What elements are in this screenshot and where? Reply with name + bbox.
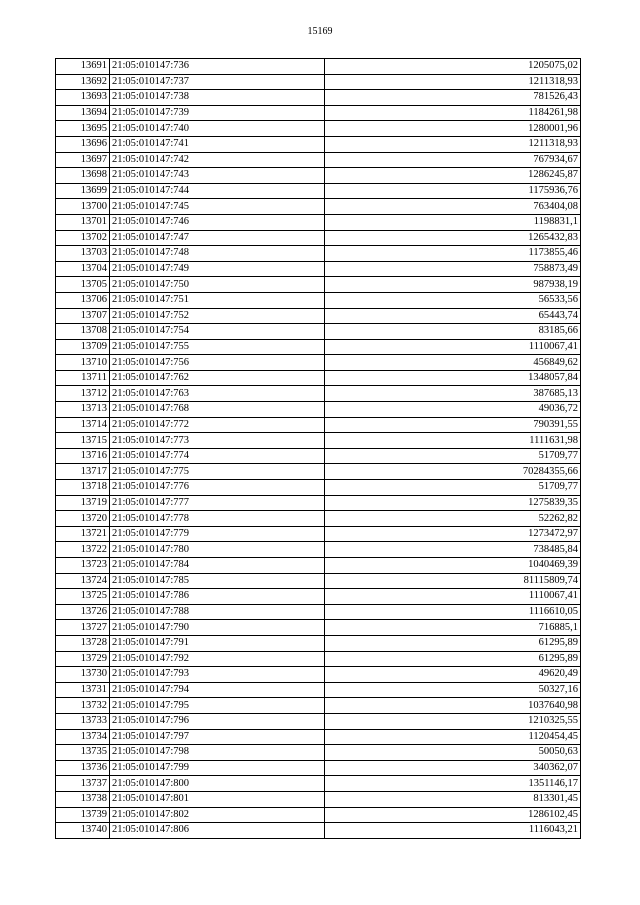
- table-row: [56, 386, 581, 402]
- table-row: [56, 791, 581, 807]
- table-row: [56, 308, 581, 324]
- cadastral-number: 21:05:010147:793: [110, 667, 325, 683]
- cadastral-number: 21:05:010147:794: [110, 682, 325, 698]
- cadastral-value: 51709,77: [325, 448, 581, 464]
- cadastral-number: 21:05:010147:747: [110, 230, 325, 246]
- row-number: 13722: [56, 542, 110, 558]
- table-row: [56, 105, 581, 121]
- table-row: [56, 292, 581, 308]
- cadastral-number: 21:05:010147:762: [110, 370, 325, 386]
- table-row: [56, 59, 581, 75]
- table-row: [56, 90, 581, 106]
- cadastral-value: 81115809,74: [325, 573, 581, 589]
- row-number: 13705: [56, 277, 110, 293]
- table-row: [56, 370, 581, 386]
- row-number: 13692: [56, 74, 110, 90]
- row-number: 13716: [56, 448, 110, 464]
- row-number: 13714: [56, 417, 110, 433]
- table-row: [56, 667, 581, 683]
- table-row: [56, 230, 581, 246]
- table-row: [56, 464, 581, 480]
- table-row: [56, 495, 581, 511]
- table-row: [56, 823, 581, 839]
- row-number: 13731: [56, 682, 110, 698]
- cadastral-value: 987938,19: [325, 277, 581, 293]
- table-row: [56, 573, 581, 589]
- cadastral-number: 21:05:010147:738: [110, 90, 325, 106]
- cadastral-number: 21:05:010147:755: [110, 339, 325, 355]
- row-number: 13720: [56, 511, 110, 527]
- row-number: 13717: [56, 464, 110, 480]
- cadastral-number: 21:05:010147:778: [110, 511, 325, 527]
- cadastral-value: 1286102,45: [325, 807, 581, 823]
- table-row: [56, 635, 581, 651]
- cadastral-number: 21:05:010147:736: [110, 59, 325, 75]
- table-row: [56, 760, 581, 776]
- row-number: 13715: [56, 433, 110, 449]
- table-row: [56, 542, 581, 558]
- table-row: [56, 74, 581, 90]
- row-number: 13698: [56, 168, 110, 184]
- table-row: [56, 558, 581, 574]
- cadastral-number: 21:05:010147:797: [110, 729, 325, 745]
- row-number: 13735: [56, 745, 110, 761]
- row-number: 13712: [56, 386, 110, 402]
- cadastral-value: 1116610,05: [325, 604, 581, 620]
- table-row: [56, 183, 581, 199]
- table-row: [56, 620, 581, 636]
- cadastral-number: 21:05:010147:791: [110, 635, 325, 651]
- row-number: 13723: [56, 558, 110, 574]
- cadastral-value: 1120454,45: [325, 729, 581, 745]
- table-row: [56, 682, 581, 698]
- table-row: [56, 355, 581, 371]
- cadastral-value: 716885,1: [325, 620, 581, 636]
- table-row: [56, 729, 581, 745]
- cadastral-value: 1280001,96: [325, 121, 581, 137]
- table-row: [56, 807, 581, 823]
- cadastral-number: 21:05:010147:749: [110, 261, 325, 277]
- row-number: 13730: [56, 667, 110, 683]
- row-number: 13721: [56, 526, 110, 542]
- row-number: 13736: [56, 760, 110, 776]
- table-row: [56, 168, 581, 184]
- cadastral-value: 1265432,83: [325, 230, 581, 246]
- cadastral-number: 21:05:010147:748: [110, 246, 325, 262]
- cadastral-value: 1351146,17: [325, 776, 581, 792]
- cadastral-value: 387685,13: [325, 386, 581, 402]
- row-number: 13724: [56, 573, 110, 589]
- row-number: 13691: [56, 59, 110, 75]
- cadastral-value: 1205075,02: [325, 59, 581, 75]
- table-row: [56, 402, 581, 418]
- row-number: 13695: [56, 121, 110, 137]
- cadastral-value: 1116043,21: [325, 823, 581, 839]
- row-number: 13711: [56, 370, 110, 386]
- cadastral-value: 1110067,41: [325, 339, 581, 355]
- row-number: 13700: [56, 199, 110, 215]
- cadastral-number: 21:05:010147:784: [110, 558, 325, 574]
- table-row: [56, 324, 581, 340]
- row-number: 13726: [56, 604, 110, 620]
- cadastral-number: 21:05:010147:772: [110, 417, 325, 433]
- cadastral-value: 56533,56: [325, 292, 581, 308]
- cadastral-value: 1184261,98: [325, 105, 581, 121]
- cadastral-value: 1173855,46: [325, 246, 581, 262]
- row-number: 13709: [56, 339, 110, 355]
- row-number: 13707: [56, 308, 110, 324]
- cadastral-value: 70284355,66: [325, 464, 581, 480]
- table-row: [56, 713, 581, 729]
- cadastral-value: 1273472,97: [325, 526, 581, 542]
- cadastral-number: 21:05:010147:801: [110, 791, 325, 807]
- cadastral-value: 61295,89: [325, 635, 581, 651]
- cadastral-value: 738485,84: [325, 542, 581, 558]
- page-number: 15169: [307, 26, 333, 37]
- table-row: [56, 745, 581, 761]
- cadastral-value: 456849,62: [325, 355, 581, 371]
- table-row: [56, 776, 581, 792]
- cadastral-number: 21:05:010147:774: [110, 448, 325, 464]
- cadastral-number: 21:05:010147:754: [110, 324, 325, 340]
- cadastral-value: 61295,89: [325, 651, 581, 667]
- row-number: 13708: [56, 324, 110, 340]
- cadastral-number: 21:05:010147:798: [110, 745, 325, 761]
- cadastral-number: 21:05:010147:739: [110, 105, 325, 121]
- cadastral-number: 21:05:010147:790: [110, 620, 325, 636]
- cadastral-number: 21:05:010147:773: [110, 433, 325, 449]
- cadastral-number: 21:05:010147:756: [110, 355, 325, 371]
- cadastral-value: 1275839,35: [325, 495, 581, 511]
- table-row: [56, 417, 581, 433]
- cadastral-value: 51709,77: [325, 480, 581, 496]
- cadastral-number: 21:05:010147:752: [110, 308, 325, 324]
- table-row: [56, 604, 581, 620]
- cadastral-number: 21:05:010147:746: [110, 214, 325, 230]
- cadastral-number: 21:05:010147:792: [110, 651, 325, 667]
- row-number: 13697: [56, 152, 110, 168]
- row-number: 13704: [56, 261, 110, 277]
- row-number: 13732: [56, 698, 110, 714]
- cadastral-number: 21:05:010147:768: [110, 402, 325, 418]
- cadastral-value: 50050,63: [325, 745, 581, 761]
- cadastral-value: 52262,82: [325, 511, 581, 527]
- cadastral-value: 1211318,93: [325, 136, 581, 152]
- cadastral-value: 1211318,93: [325, 74, 581, 90]
- cadastral-number: 21:05:010147:776: [110, 480, 325, 496]
- cadastral-value: 49036,72: [325, 402, 581, 418]
- cadastral-value: 1037640,98: [325, 698, 581, 714]
- row-number: 13739: [56, 807, 110, 823]
- table-row: [56, 339, 581, 355]
- table-row: [56, 261, 581, 277]
- row-number: 13740: [56, 823, 110, 839]
- row-number: 13696: [56, 136, 110, 152]
- cadastral-value: 1040469,39: [325, 558, 581, 574]
- table-row: [56, 448, 581, 464]
- cadastral-value: 781526,43: [325, 90, 581, 106]
- row-number: 13718: [56, 480, 110, 496]
- table-row: [56, 277, 581, 293]
- cadastral-number: 21:05:010147:779: [110, 526, 325, 542]
- row-number: 13693: [56, 90, 110, 106]
- cadastral-value: 1110067,41: [325, 589, 581, 605]
- cadastral-number: 21:05:010147:800: [110, 776, 325, 792]
- cadastral-value: 1198831,1: [325, 214, 581, 230]
- cadastral-value: 65443,74: [325, 308, 581, 324]
- row-number: 13694: [56, 105, 110, 121]
- row-number: 13737: [56, 776, 110, 792]
- cadastral-value: 813301,45: [325, 791, 581, 807]
- table-row: [56, 433, 581, 449]
- table-row: [56, 651, 581, 667]
- table-row: [56, 246, 581, 262]
- cadastral-value: 1111631,98: [325, 433, 581, 449]
- cadastral-number: 21:05:010147:743: [110, 168, 325, 184]
- row-number: 13738: [56, 791, 110, 807]
- cadastral-number: 21:05:010147:796: [110, 713, 325, 729]
- cadastral-number: 21:05:010147:799: [110, 760, 325, 776]
- cadastral-number: 21:05:010147:742: [110, 152, 325, 168]
- cadastral-value: 767934,67: [325, 152, 581, 168]
- table-row: [56, 511, 581, 527]
- row-number: 13703: [56, 246, 110, 262]
- cadastral-value: 1286245,87: [325, 168, 581, 184]
- cadastral-number: 21:05:010147:806: [110, 823, 325, 839]
- table-row: [56, 152, 581, 168]
- cadastral-number: 21:05:010147:750: [110, 277, 325, 293]
- row-number: 13710: [56, 355, 110, 371]
- cadastral-number: 21:05:010147:744: [110, 183, 325, 199]
- table-row: [56, 199, 581, 215]
- cadastral-number: 21:05:010147:795: [110, 698, 325, 714]
- row-number: 13728: [56, 635, 110, 651]
- cadastral-value: 763404,08: [325, 199, 581, 215]
- cadastral-value: 83185,66: [325, 324, 581, 340]
- table-row: [56, 480, 581, 496]
- row-number: 13729: [56, 651, 110, 667]
- cadastral-number: 21:05:010147:785: [110, 573, 325, 589]
- row-number: 13733: [56, 713, 110, 729]
- row-number: 13701: [56, 214, 110, 230]
- row-number: 13725: [56, 589, 110, 605]
- table-row: [56, 526, 581, 542]
- cadastral-number: 21:05:010147:802: [110, 807, 325, 823]
- cadastral-value: 1348057,84: [325, 370, 581, 386]
- cadastral-number: 21:05:010147:751: [110, 292, 325, 308]
- row-number: 13699: [56, 183, 110, 199]
- table-row: [56, 214, 581, 230]
- cadastral-value: 340362,07: [325, 760, 581, 776]
- row-number: 13713: [56, 402, 110, 418]
- row-number: 13734: [56, 729, 110, 745]
- table-row: [56, 698, 581, 714]
- cadastral-number: 21:05:010147:788: [110, 604, 325, 620]
- cadastral-value-table: [55, 58, 581, 839]
- cadastral-number: 21:05:010147:777: [110, 495, 325, 511]
- row-number: 13719: [56, 495, 110, 511]
- table-row: [56, 121, 581, 137]
- row-number: 13727: [56, 620, 110, 636]
- cadastral-number: 21:05:010147:741: [110, 136, 325, 152]
- cadastral-value: 1210325,55: [325, 713, 581, 729]
- cadastral-value: 790391,55: [325, 417, 581, 433]
- cadastral-number: 21:05:010147:745: [110, 199, 325, 215]
- cadastral-number: 21:05:010147:786: [110, 589, 325, 605]
- table-row: [56, 589, 581, 605]
- cadastral-number: 21:05:010147:775: [110, 464, 325, 480]
- row-number: 13702: [56, 230, 110, 246]
- cadastral-value: 49620,49: [325, 667, 581, 683]
- cadastral-value: 1175936,76: [325, 183, 581, 199]
- table-row: [56, 136, 581, 152]
- row-number: 13706: [56, 292, 110, 308]
- table-body: [56, 59, 581, 839]
- cadastral-number: 21:05:010147:740: [110, 121, 325, 137]
- cadastral-number: 21:05:010147:737: [110, 74, 325, 90]
- cadastral-number: 21:05:010147:780: [110, 542, 325, 558]
- cadastral-value: 50327,16: [325, 682, 581, 698]
- cadastral-value: 758873,49: [325, 261, 581, 277]
- cadastral-number: 21:05:010147:763: [110, 386, 325, 402]
